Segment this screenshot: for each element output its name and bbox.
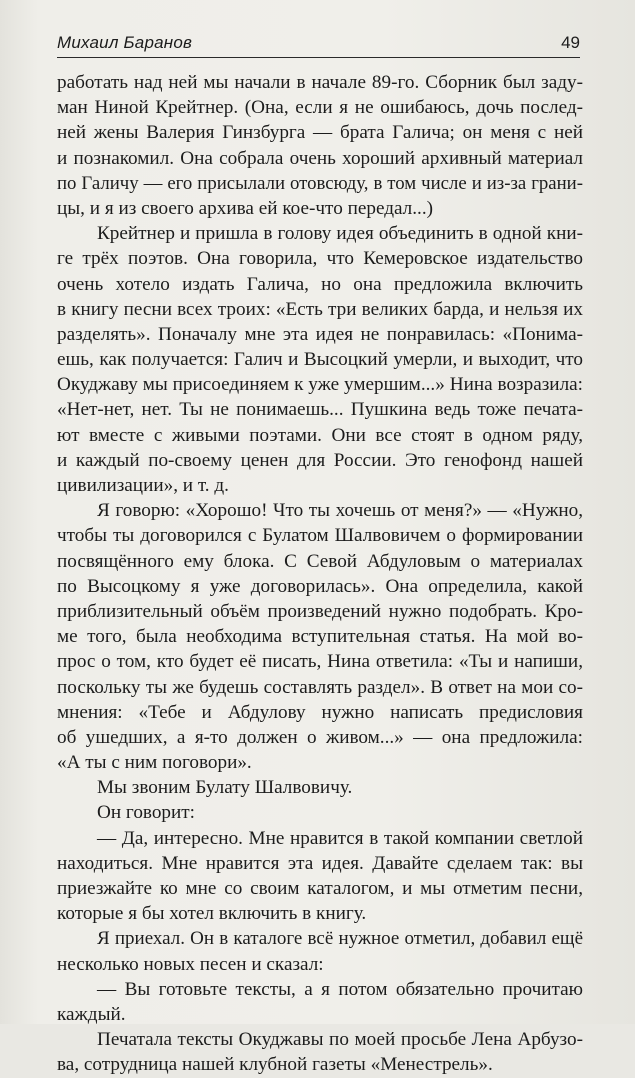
text-line: ют вместе с живыми поэтами. Они все стоят в одном ряду,	[57, 424, 583, 446]
body-text	[57, 70, 583, 1078]
text-line: об ушедших, а я-то должен о живом...» — она предложила:	[57, 726, 583, 748]
text-line: Печатала тексты Окуджавы по моей просьбе Лена Арбузо-	[97, 1029, 583, 1051]
text-line: «А ты с ним поговори».	[57, 752, 252, 774]
text-line: ва, сотрудница нашей клубной газеты «Менестрель».	[57, 1054, 493, 1076]
text-line: очень хотело издать Галича, но она предложила включить	[57, 273, 583, 295]
text-line: «Нет-нет, нет. Ты не понимаешь... Пушкина ведь тоже печата-	[57, 399, 583, 421]
text-line: и познакомил. Она собрала очень хороший архивный материал	[57, 147, 583, 169]
text-line: цивилизации», и т. д.	[57, 475, 229, 496]
text-line: которые я бы хотел включить в книгу.	[57, 903, 367, 925]
text-line: Окуджаву мы присоединяем к уже умершим...» Нина возразила:	[57, 374, 583, 396]
text-line: цы, и я из своего архива ей кое-что передал...)	[57, 197, 434, 219]
text-line: находиться. Мне нравится эта идея. Давайте сделаем так: вы	[57, 852, 583, 874]
text-line: — Вы готовьте тексты, а я потом обязательно прочитаю	[97, 978, 583, 1000]
text-line: чтобы ты договорился с Булатом Шалвовичем о формировании	[57, 525, 583, 547]
text-line: Крейтнер и пришла в голову идея объединить в одной кни-	[97, 223, 583, 245]
text-line: Мы звоним Булату Шалвовичу.	[97, 777, 353, 799]
text-line: и каждый по-своему ценен для России. Это генофонд нашей	[57, 449, 583, 471]
text-line: приезжайте ко мне со своим каталогом, и мы отметим песни,	[57, 878, 583, 899]
text-line: разделять». Поначалу мне эта идея не понравилась: «Понима-	[57, 323, 583, 345]
text-line: каждый.	[57, 1003, 126, 1025]
text-line: Я приехал. Он в каталоге всё нужное отметил, добавил ещё	[97, 928, 583, 950]
text-line: по Высоцкому я уже договорилась». Она определила, какой	[57, 575, 583, 597]
text-line: мнения: «Тебе и Абдулову нужно написать предисловия	[57, 701, 583, 723]
text-line: Я говорю: «Хорошо! Что ты хочешь от меня?» — «Нужно,	[97, 500, 583, 522]
text-line: приблизительный объём произведений нужно подобрать. Кро-	[57, 600, 583, 622]
page-number: 49	[561, 33, 580, 52]
text-line: по Галичу — его присылали отовсюду, в том числе и из-за грани-	[57, 172, 583, 194]
author-name: Михаил Баранов	[57, 33, 193, 52]
text-line: ман Ниной Крейтнер. (Она, если я не ошибаюсь, дочь послед-	[57, 97, 583, 119]
text-line: ге трёх поэтов. Она говорила, что Кемеровское издательство	[57, 248, 583, 270]
text-line: в книгу песни всех троих: «Есть три великих барда, и нельзя их	[57, 298, 583, 320]
text-line: работать над ней мы начали в начале 89-го. Сборник был заду-	[57, 72, 583, 93]
text-line: ней жены Валерия Гинзбурга — брата Галича; он меня с ней	[57, 122, 583, 144]
text-line: прос о том, кто будет её писать, Нина ответила: «Ты и напиши,	[57, 651, 583, 673]
text-line: ешь, как получается: Галич и Высоцкий умерли, и выходит, что	[57, 349, 583, 371]
text-line: — Да, интересно. Мне нравится в такой компании светлой	[97, 827, 583, 849]
text-line: несколько новых песен и сказал:	[57, 953, 324, 975]
text-line: ме того, была необходима вступительная статья. На мой во-	[57, 626, 583, 648]
text-line: поскольку ты же будешь составлять раздел». В ответ на мои со-	[57, 676, 583, 698]
text-line: посвящённого ему блока. С Севой Абдуловым о материалах	[57, 550, 583, 572]
running-head	[57, 31, 580, 58]
text-line: Он говорит:	[97, 802, 196, 824]
